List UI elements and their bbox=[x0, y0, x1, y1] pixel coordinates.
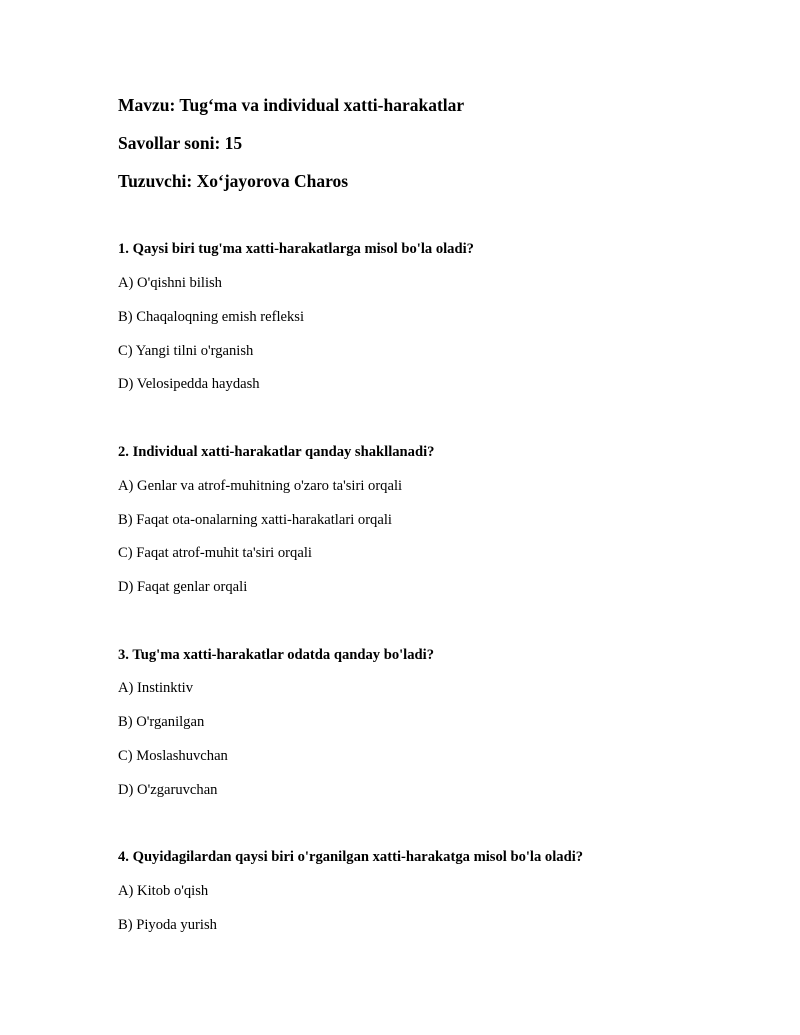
question-title: 1. Qaysi biri tug'ma xatti-harakatlarga misol bo'la oladi? bbox=[118, 241, 474, 257]
question-title: 2. Individual xatti-harakatlar qanday shakllanadi? bbox=[118, 444, 435, 460]
answer-option: C) Yangi tilni o'rganish bbox=[118, 343, 254, 359]
question-title: 4. Quyidagilardan qaysi biri o'rganilgan xatti-harakatga misol bo'la oladi? bbox=[118, 849, 584, 865]
answer-option: B) Piyoda yurish bbox=[118, 917, 217, 933]
topic-heading: Mavzu: Tug‘ma va individual xatti-harakatlar bbox=[118, 95, 465, 115]
answer-option: B) Chaqaloqning emish refleksi bbox=[118, 309, 305, 325]
author-line: Tuzuvchi: Xo‘jayorova Charos bbox=[118, 171, 349, 191]
question-title: 3. Tug'ma xatti-harakatlar odatda qanday bo'ladi? bbox=[118, 647, 435, 663]
question-count: Savollar soni: 15 bbox=[118, 133, 243, 153]
answer-option: B) Faqat ota-onalarning xatti-harakatlari orqali bbox=[118, 512, 392, 528]
answer-option: A) Kitob o'qish bbox=[118, 883, 209, 899]
answer-option: D) Velosipedda haydash bbox=[118, 376, 260, 392]
answer-option: B) O'rganilgan bbox=[118, 714, 205, 730]
answer-option: D) Faqat genlar orqali bbox=[118, 579, 248, 595]
answer-option: A) O'qishni bilish bbox=[118, 275, 222, 291]
answer-option: A) Instinktiv bbox=[118, 680, 193, 696]
answer-option: C) Moslashuvchan bbox=[118, 748, 228, 764]
answer-option: D) O'zgaruvchan bbox=[118, 782, 218, 798]
answer-option: A) Genlar va atrof-muhitning o'zaro ta'siri orqali bbox=[118, 478, 403, 494]
answer-option: C) Faqat atrof-muhit ta'siri orqali bbox=[118, 545, 312, 561]
